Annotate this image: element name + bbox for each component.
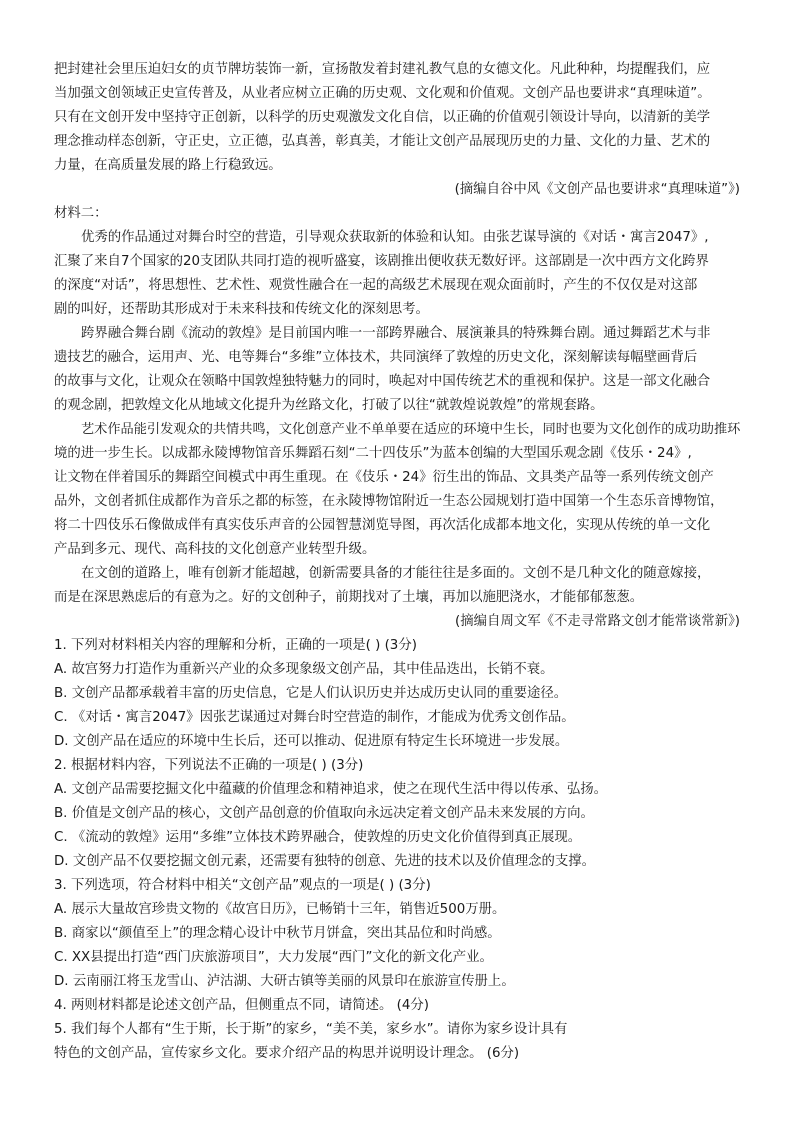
material-2-paragraph-line: 品外，文创者抓住成都作为音乐之都的标签，在永陵博物馆附近一生态公园规划打造中国第一个生态乐音博物馆， — [54, 494, 724, 509]
material-2-paragraph-line: 将二十四伎乐石像做成伴有真实伎乐声音的公园智慧浏览导图，再次活化成都本地文化，实现从传统的单一文化 — [54, 518, 711, 533]
material-2-paragraph-line: 产品到多元、现代、高科技的文化创意产业转型升级。 — [54, 542, 376, 557]
material-1-paragraph-line: 理念推动样态创新，守正史，立正德，弘真善，彰真美，才能让文创产品展现历史的力量、文化的力量、艺术的 — [54, 134, 711, 149]
question-5-stem-line: 特色的文创产品，宣传家乡文化。要求介绍产品的构思并说明设计理念。 (6分) — [54, 1046, 520, 1061]
material-2-paragraph-line: 跨界融合舞台剧《流动的敦煌》是目前国内唯一一部跨界融合、展演兼具的特殊舞台剧。通过舞蹈艺术与非 — [81, 326, 711, 341]
material-2-paragraph-line: 而是在深思熟虑后的有意为之。好的文创种子，前期找对了土壤，再加以施肥浇水，才能郁郁葱葱。 — [54, 590, 644, 605]
material-2-paragraph-line: 的观念剧，把敦煌文化从地域文化提升为丝路文化，打破了以往“就敦煌说敦煌”的常规套路。 — [54, 398, 604, 413]
material-1-paragraph-line: 把封建社会里压迫妇女的贞节牌坊装饰一新，宣扬散发着封建礼教气息的女德文化。凡此种种，均提醒我们，应 — [54, 62, 711, 77]
material-1-paragraph-line: 当加强文创领域正史宣传普及，从业者应树立正确的历史观、文化观和价值观。文创产品也要讲求“真理味道”。 — [54, 86, 711, 101]
material-2-paragraph-line: 汇聚了来自7个国家的20支团队共同打造的视听盛宴，该剧推出便收获无数好评。这部剧是一次中西方文化跨界 — [54, 254, 709, 269]
question-1-option-d: D. 文创产品在适应的环境中生长后，还可以推动、促进原有特定生长环境进一步发展。 — [54, 734, 569, 749]
material-2-paragraph-line: 艺术作品能引发观众的共情共鸣，文化创意产业不单单要在适应的环境中生长，同时也要为文化创作的成功助推环 — [81, 422, 741, 437]
question-1-option-b: B. 文创产品都承载着丰富的历史信息，它是人们认识历史并达成历史认同的重要途径。 — [54, 686, 568, 701]
question-4-stem: 4. 两则材料都是论述文创产品，但侧重点不同，请简述。 (4分) — [54, 998, 430, 1013]
material-1-source: (摘编自谷中风《文创产品也要讲求“真理味道”》) — [454, 182, 740, 197]
question-2-option-a: A. 文创产品需要挖掘文化中蕴藏的价值理念和精神追求，使之在现代生活中得以传承、弘扬。 — [54, 782, 608, 797]
material-2-source: (摘编自周文军《不走寻常路文创才能常谈常新》) — [455, 614, 740, 629]
material-2-paragraph-line: 在文创的道路上，唯有创新才能超越，创新需要具备的才能往往是多面的。文创不是几种文化的随意嫁接， — [81, 566, 711, 581]
question-2-stem: 2. 根据材料内容，下列说法不正确的一项是( ) (3分) — [54, 758, 364, 773]
question-3-option-a: A. 展示大量故宫珍贵文物的《故宫日历》，已畅销十三年，销售近500万册。 — [54, 902, 506, 917]
question-5-stem-line: 5. 我们每个人都有“生于斯，长于斯”的家乡，“美不美，家乡水”。请你为家乡设计具有 — [54, 1022, 568, 1037]
material-2-paragraph-line: 的深度“对话”，将思想性、艺术性、观赏性融合在一起的高级艺术展现在观众面前时，产生的不仅仅是对这部 — [54, 278, 698, 293]
question-2-option-d: D. 文创产品不仅要挖掘文创元素，还需要有独特的创意、先进的技术以及价值理念的支撑。 — [54, 854, 596, 869]
material-2-paragraph-line: 遗技艺的融合，运用声、光、电等舞台“多维”立体技术，共同演绎了敦煌的历史文化，深刻解读每幅壁画背后 — [54, 350, 698, 365]
question-3-option-d: D. 云南丽江将玉龙雪山、泸沽湖、大研古镇等美丽的风景印在旅游宣传册上。 — [54, 974, 515, 989]
material-2-paragraph-line: 的故事与文化，让观众在领略中国敦煌独特魅力的同时，唤起对中国传统艺术的重视和保护。这是一部文化融合 — [54, 374, 711, 389]
material-2-heading: 材料二： — [54, 206, 108, 221]
question-1-stem: 1. 下列对材料相关内容的理解和分析，正确的一项是( ) (3分) — [54, 638, 417, 653]
material-2-paragraph-line: 优秀的作品通过对舞台时空的营造，引导观众获取新的体验和认知。由张艺谋导演的《对话・寓言2047》, — [81, 230, 709, 245]
material-1-paragraph-line: 力量，在高质量发展的路上行稳致远。 — [54, 158, 282, 173]
question-3-option-b: B. 商家以“颜值至上”的理念精心设计中秋节月饼盒，突出其品位和时尚感。 — [54, 926, 501, 941]
question-1-option-a: A. 故宫努力打造作为重新兴产业的众多现象级文创产品，其中佳品迭出，长销不衰。 — [54, 662, 554, 677]
material-2-paragraph-line: 剧的叫好，还帮助其形成对于未来科技和传统文化的深刻思考。 — [54, 302, 429, 317]
question-2-option-b: B. 价值是文创产品的核心，文创产品创意的价值取向永远决定着文创产品未来发展的方向。 — [54, 806, 594, 821]
question-3-option-c: C. XX县提出打造“西门庆旅游项目”，大力发展“西门”文化的新文化产业。 — [54, 950, 493, 965]
question-2-option-c: C. 《流动的敦煌》运用“多维”立体技术跨界融合，使敦煌的历史文化价值得到真正展现。 — [54, 830, 582, 845]
question-1-option-c: C. 《对话・寓言2047》因张艺谋通过对舞台时空营造的制作，才能成为优秀文创作品。 — [54, 710, 575, 725]
material-1-paragraph-line: 只有在文创开发中坚持守正创新，以科学的历史观激发文化自信，以正确的价值观引领设计导向，以清新的美学 — [54, 110, 711, 125]
question-3-stem: 3. 下列选项，符合材料中相关“文创产品”观点的一项是( ) (3分) — [54, 878, 431, 893]
material-2-paragraph-line: 境的进一步生长。以成都永陵博物馆音乐舞蹈石刻“二十四伎乐”为蓝本创编的大型国乐观念剧《伎乐・24》, — [54, 446, 692, 461]
material-2-paragraph-line: 让文物在伴着国乐的舞蹈空间模式中再生重现。在《伎乐・24》衍生出的饰品、文具类产品等一系列传统文创产 — [54, 470, 714, 485]
